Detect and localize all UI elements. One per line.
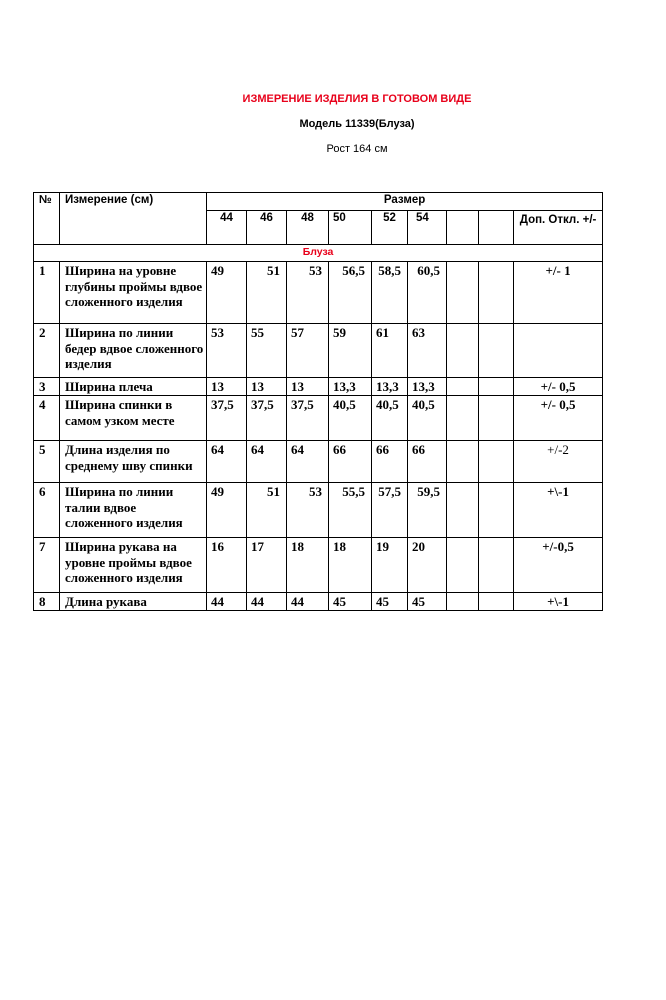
value-cell — [447, 483, 479, 538]
value-cell: 63 — [408, 324, 447, 378]
value-cell: 40,5 — [408, 396, 447, 441]
value-cell: 64 — [247, 441, 287, 483]
size-cell: 54 — [408, 211, 447, 245]
value-cell: 17 — [247, 538, 287, 593]
row-number: 7 — [34, 538, 60, 593]
value-cell — [447, 396, 479, 441]
value-cell — [479, 324, 514, 378]
value-cell: 13 — [287, 378, 329, 396]
row-number: 5 — [34, 441, 60, 483]
document-title: ИЗМЕРЕНИЕ ИЗДЕЛИЯ В ГОТОВОМ ВИДЕ — [242, 93, 472, 105]
value-cell: 45 — [408, 593, 447, 611]
value-cell: 55,5 — [329, 483, 372, 538]
row-measure: Ширина по линии талии вдвое сложенного изделия — [60, 483, 207, 538]
value-cell — [447, 441, 479, 483]
row-measure: Ширина спинки в самом узком месте — [60, 396, 207, 441]
value-cell: 64 — [287, 441, 329, 483]
row-number: 4 — [34, 396, 60, 441]
tolerance-cell: +/- 0,5 — [514, 378, 603, 396]
value-cell: 13,3 — [408, 378, 447, 396]
tolerance-cell — [514, 324, 603, 378]
value-cell: 66 — [408, 441, 447, 483]
value-cell: 13 — [247, 378, 287, 396]
value-cell — [479, 593, 514, 611]
value-cell: 37,5 — [287, 396, 329, 441]
value-cell — [479, 396, 514, 441]
row-measure: Ширина по линии бедер вдвое сложенного изделия — [60, 324, 207, 378]
table-row — [34, 538, 603, 593]
size-cell: 50 — [329, 211, 372, 245]
table-row — [34, 483, 603, 538]
value-cell — [447, 324, 479, 378]
value-cell: 45 — [372, 593, 408, 611]
measurement-table — [33, 192, 603, 611]
header-row — [34, 193, 603, 211]
value-cell: 40,5 — [329, 396, 372, 441]
size-cell: 48 — [287, 211, 329, 245]
value-cell — [479, 483, 514, 538]
value-cell: 60,5 — [408, 262, 447, 324]
value-cell: 18 — [329, 538, 372, 593]
value-cell: 37,5 — [247, 396, 287, 441]
value-cell: 57,5 — [372, 483, 408, 538]
row-number: 8 — [34, 593, 60, 611]
value-cell: 49 — [207, 262, 247, 324]
value-cell: 45 — [329, 593, 372, 611]
value-cell — [479, 441, 514, 483]
value-cell: 66 — [329, 441, 372, 483]
tolerance-cell: +/- 0,5 — [514, 396, 603, 441]
value-cell: 55 — [247, 324, 287, 378]
value-cell: 13,3 — [329, 378, 372, 396]
header-num: № — [34, 193, 60, 245]
value-cell: 37,5 — [207, 396, 247, 441]
row-number: 3 — [34, 378, 60, 396]
model-label: Модель 11339(Блуза) — [299, 118, 415, 130]
value-cell: 56,5 — [329, 262, 372, 324]
value-cell — [447, 593, 479, 611]
value-cell — [447, 262, 479, 324]
value-cell: 19 — [372, 538, 408, 593]
value-cell: 59,5 — [408, 483, 447, 538]
value-cell: 44 — [287, 593, 329, 611]
table-row — [34, 396, 603, 441]
table-row — [34, 378, 603, 396]
value-cell: 61 — [372, 324, 408, 378]
value-cell: 59 — [329, 324, 372, 378]
size-cell — [479, 211, 514, 245]
row-number: 2 — [34, 324, 60, 378]
value-cell: 53 — [287, 262, 329, 324]
row-measure: Ширина рукава на уровне проймы вдвое сложенного изделия — [60, 538, 207, 593]
section-row — [34, 245, 603, 262]
value-cell: 57 — [287, 324, 329, 378]
size-cell — [447, 211, 479, 245]
value-cell: 40,5 — [372, 396, 408, 441]
value-cell — [479, 378, 514, 396]
size-cell: 44 — [207, 211, 247, 245]
value-cell: 16 — [207, 538, 247, 593]
header-size: Размер — [207, 193, 603, 211]
row-number: 6 — [34, 483, 60, 538]
table-row — [34, 441, 603, 483]
tolerance-cell: +\-1 — [514, 593, 603, 611]
header-measure: Измерение (см) — [60, 193, 207, 245]
row-measure: Ширина на уровне глубины проймы вдвое сложенного изделия — [60, 262, 207, 324]
table-row — [34, 324, 603, 378]
table-row — [34, 593, 603, 611]
value-cell — [479, 538, 514, 593]
size-cell: 46 — [247, 211, 287, 245]
value-cell — [447, 538, 479, 593]
row-measure: Длина рукава — [60, 593, 207, 611]
value-cell: 49 — [207, 483, 247, 538]
row-number: 1 — [34, 262, 60, 324]
value-cell: 51 — [247, 483, 287, 538]
size-cell: 52 — [372, 211, 408, 245]
height-label: Рост 164 см — [326, 143, 388, 155]
tolerance-cell: +\-1 — [514, 483, 603, 538]
table-row — [34, 262, 603, 324]
value-cell — [479, 262, 514, 324]
value-cell: 13,3 — [372, 378, 408, 396]
value-cell: 18 — [287, 538, 329, 593]
value-cell: 13 — [207, 378, 247, 396]
tolerance-cell: +/-2 — [514, 441, 603, 483]
value-cell: 20 — [408, 538, 447, 593]
value-cell: 66 — [372, 441, 408, 483]
value-cell: 44 — [247, 593, 287, 611]
value-cell: 53 — [207, 324, 247, 378]
tolerance-cell: +/- 1 — [514, 262, 603, 324]
value-cell: 53 — [287, 483, 329, 538]
value-cell: 51 — [247, 262, 287, 324]
value-cell — [447, 378, 479, 396]
value-cell: 44 — [207, 593, 247, 611]
tolerance-cell: +/-0,5 — [514, 538, 603, 593]
section-label: Блуза — [34, 245, 603, 262]
value-cell: 64 — [207, 441, 247, 483]
row-measure: Длина изделия по среднему шву спинки — [60, 441, 207, 483]
row-measure: Ширина плеча — [60, 378, 207, 396]
value-cell: 58,5 — [372, 262, 408, 324]
tolerance-header: Доп. Откл. +/- — [514, 211, 603, 245]
